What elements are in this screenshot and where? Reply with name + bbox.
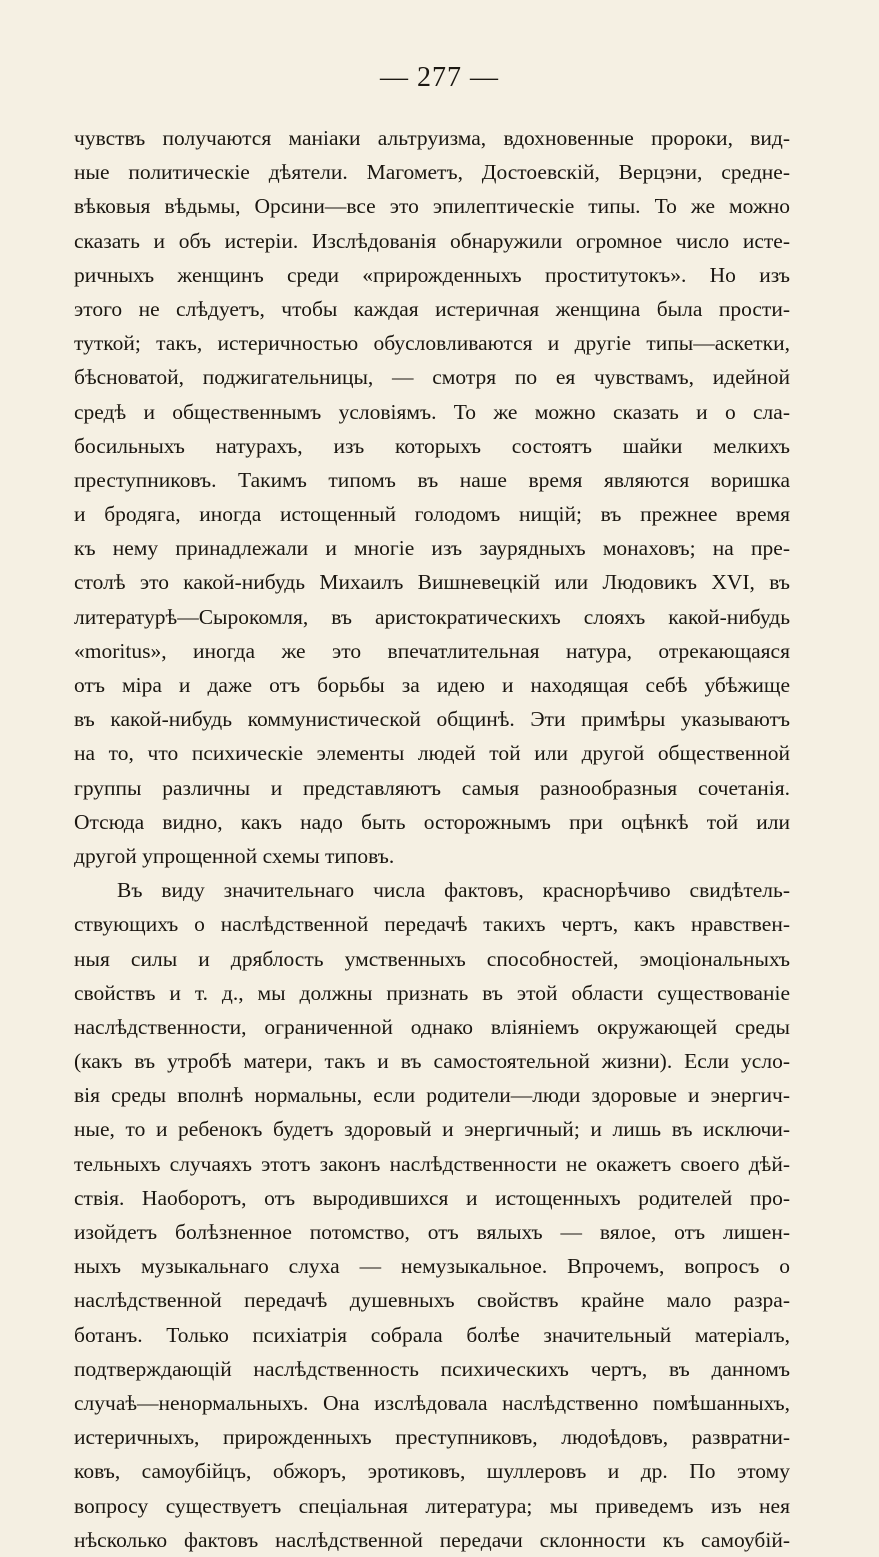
- text-line: Въ виду значительнаго числа фактовъ, краснорѣчиво свидѣтель-: [117, 878, 790, 903]
- text-line: ные, то и ребенокъ будетъ здоровый и энергичный; и лишь въ исключи-: [74, 1117, 790, 1142]
- text-line: свойствъ и т. д., мы должны признать въ этой области существованіе: [74, 980, 790, 1005]
- text-line: и бродяга, иногда истощенный голодомъ нищій; въ прежнее время: [74, 502, 790, 527]
- text-line: (какъ въ утробѣ матери, такъ и въ самостоятельной жизни). Если усло-: [74, 1049, 790, 1074]
- paragraph-1: [74, 121, 790, 873]
- text-line: литературѣ—Сырокомля, въ аристократическихъ слояхъ какой-нибудь: [74, 604, 790, 629]
- body-text: [74, 121, 790, 1557]
- paragraph-2: [74, 873, 790, 1557]
- text-line: тельныхъ случаяхъ этотъ законъ наслѣдственности не окажетъ своего дѣй-: [74, 1151, 790, 1176]
- text-line: къ нему принадлежали и многіе изъ заурядныхъ монаховъ; на пре-: [74, 536, 790, 561]
- text-line: вія среды вполнѣ нормальны, если родители—люди здоровые и энергич-: [74, 1083, 790, 1108]
- text-line: наслѣдственности, ограниченной однако вліяніемъ окружающей среды: [74, 1014, 790, 1039]
- text-line: истеричныхъ, прирожденныхъ преступниковъ, людоѣдовъ, развратни-: [74, 1425, 790, 1450]
- text-line: ныхъ музыкальнаго слуха — немузыкальное. Впрочемъ, вопросъ о: [74, 1254, 790, 1279]
- text-line: ныя силы и дряблость умственныхъ способностей, эмоціональныхъ: [74, 946, 790, 971]
- text-line: на то, что психическіе элементы людей той или другой общественной: [74, 741, 790, 766]
- text-line: «moritus», иногда же это впечатлительная натура, отрекающаяся: [74, 638, 790, 663]
- text-line: другой упрощенной схемы типовъ.: [74, 843, 395, 868]
- text-line: бѣсноватой, поджигательницы, — смотря по ея чувствамъ, идейной: [74, 365, 790, 390]
- text-line: группы различны и представляютъ самыя разнообразныя сочетанія.: [74, 775, 790, 800]
- text-line: ствія. Наоборотъ, отъ выродившихся и истощенныхъ родителей про-: [74, 1185, 790, 1210]
- text-line: вѣковыя вѣдьмы, Орсини—все это эпилептическіе типы. То же можно: [74, 194, 790, 219]
- text-line: ные политическіе дѣятели. Магометъ, Достоевскій, Верцэни, средне-: [74, 160, 790, 185]
- text-line: подтверждающій наслѣдственность психическихъ чертъ, въ данномъ: [74, 1356, 790, 1381]
- text-line: средѣ и общественнымъ условіямъ. То же можно сказать и о сла-: [74, 399, 790, 424]
- text-line: туткой; такъ, истеричностью обусловливаются и другіе типы—аскетки,: [74, 331, 790, 356]
- text-line: этого не слѣдуетъ, чтобы каждая истеричная женщина была прости-: [74, 296, 790, 321]
- text-line: наслѣдственной передачѣ душевныхъ свойствъ крайне мало разра-: [74, 1288, 790, 1313]
- text-line: нѣсколько фактовъ наслѣдственной передачи склонности къ самоубій-: [74, 1527, 790, 1552]
- text-line: Отсюда видно, какъ надо быть осторожнымъ при оцѣнкѣ той или: [74, 809, 790, 834]
- text-line: отъ міра и даже отъ борьбы за идею и находящая себѣ убѣжище: [74, 673, 790, 697]
- text-line: ботанъ. Только психіатрія собрала болѣе значительный матеріалъ,: [74, 1322, 790, 1347]
- text-line: ричныхъ женщинъ среди «прирожденныхъ проститутокъ». Но изъ: [74, 262, 790, 287]
- text-line: чувствъ получаются маніаки альтруизма, вдохновенные пророки, вид-: [74, 126, 790, 150]
- text-line: въ какой-нибудь коммунистической общинѣ. Эти примѣры указываютъ: [74, 707, 790, 732]
- page-number: — 277 —: [380, 62, 499, 93]
- text-line: ствующихъ о наслѣдственной передачѣ такихъ чертъ, какъ нравствен-: [74, 912, 790, 937]
- text-line: случаѣ—ненормальныхъ. Она изслѣдовала наслѣдственно помѣшанныхъ,: [74, 1390, 790, 1415]
- text-line: босильныхъ натурахъ, изъ которыхъ состоятъ шайки мелкихъ: [74, 433, 790, 458]
- text-line: сказать и объ истеріи. Изслѣдованія обнаружили огромное число исте-: [74, 228, 790, 253]
- text-line: ковъ, самоубійцъ, обжоръ, эротиковъ, шуллеровъ и др. По этому: [74, 1459, 790, 1484]
- text-line: вопросу существуетъ спеціальная литература; мы приведемъ изъ нея: [74, 1493, 790, 1518]
- text-line: столѣ это какой-нибудь Михаилъ Вишневецкій или Людовикъ XVI, въ: [74, 570, 790, 595]
- text-line: изойдетъ болѣзненное потомство, отъ вялыхъ — вялое, отъ лишен-: [74, 1220, 790, 1244]
- text-line: преступниковъ. Такимъ типомъ въ наше время являются воришка: [74, 467, 790, 492]
